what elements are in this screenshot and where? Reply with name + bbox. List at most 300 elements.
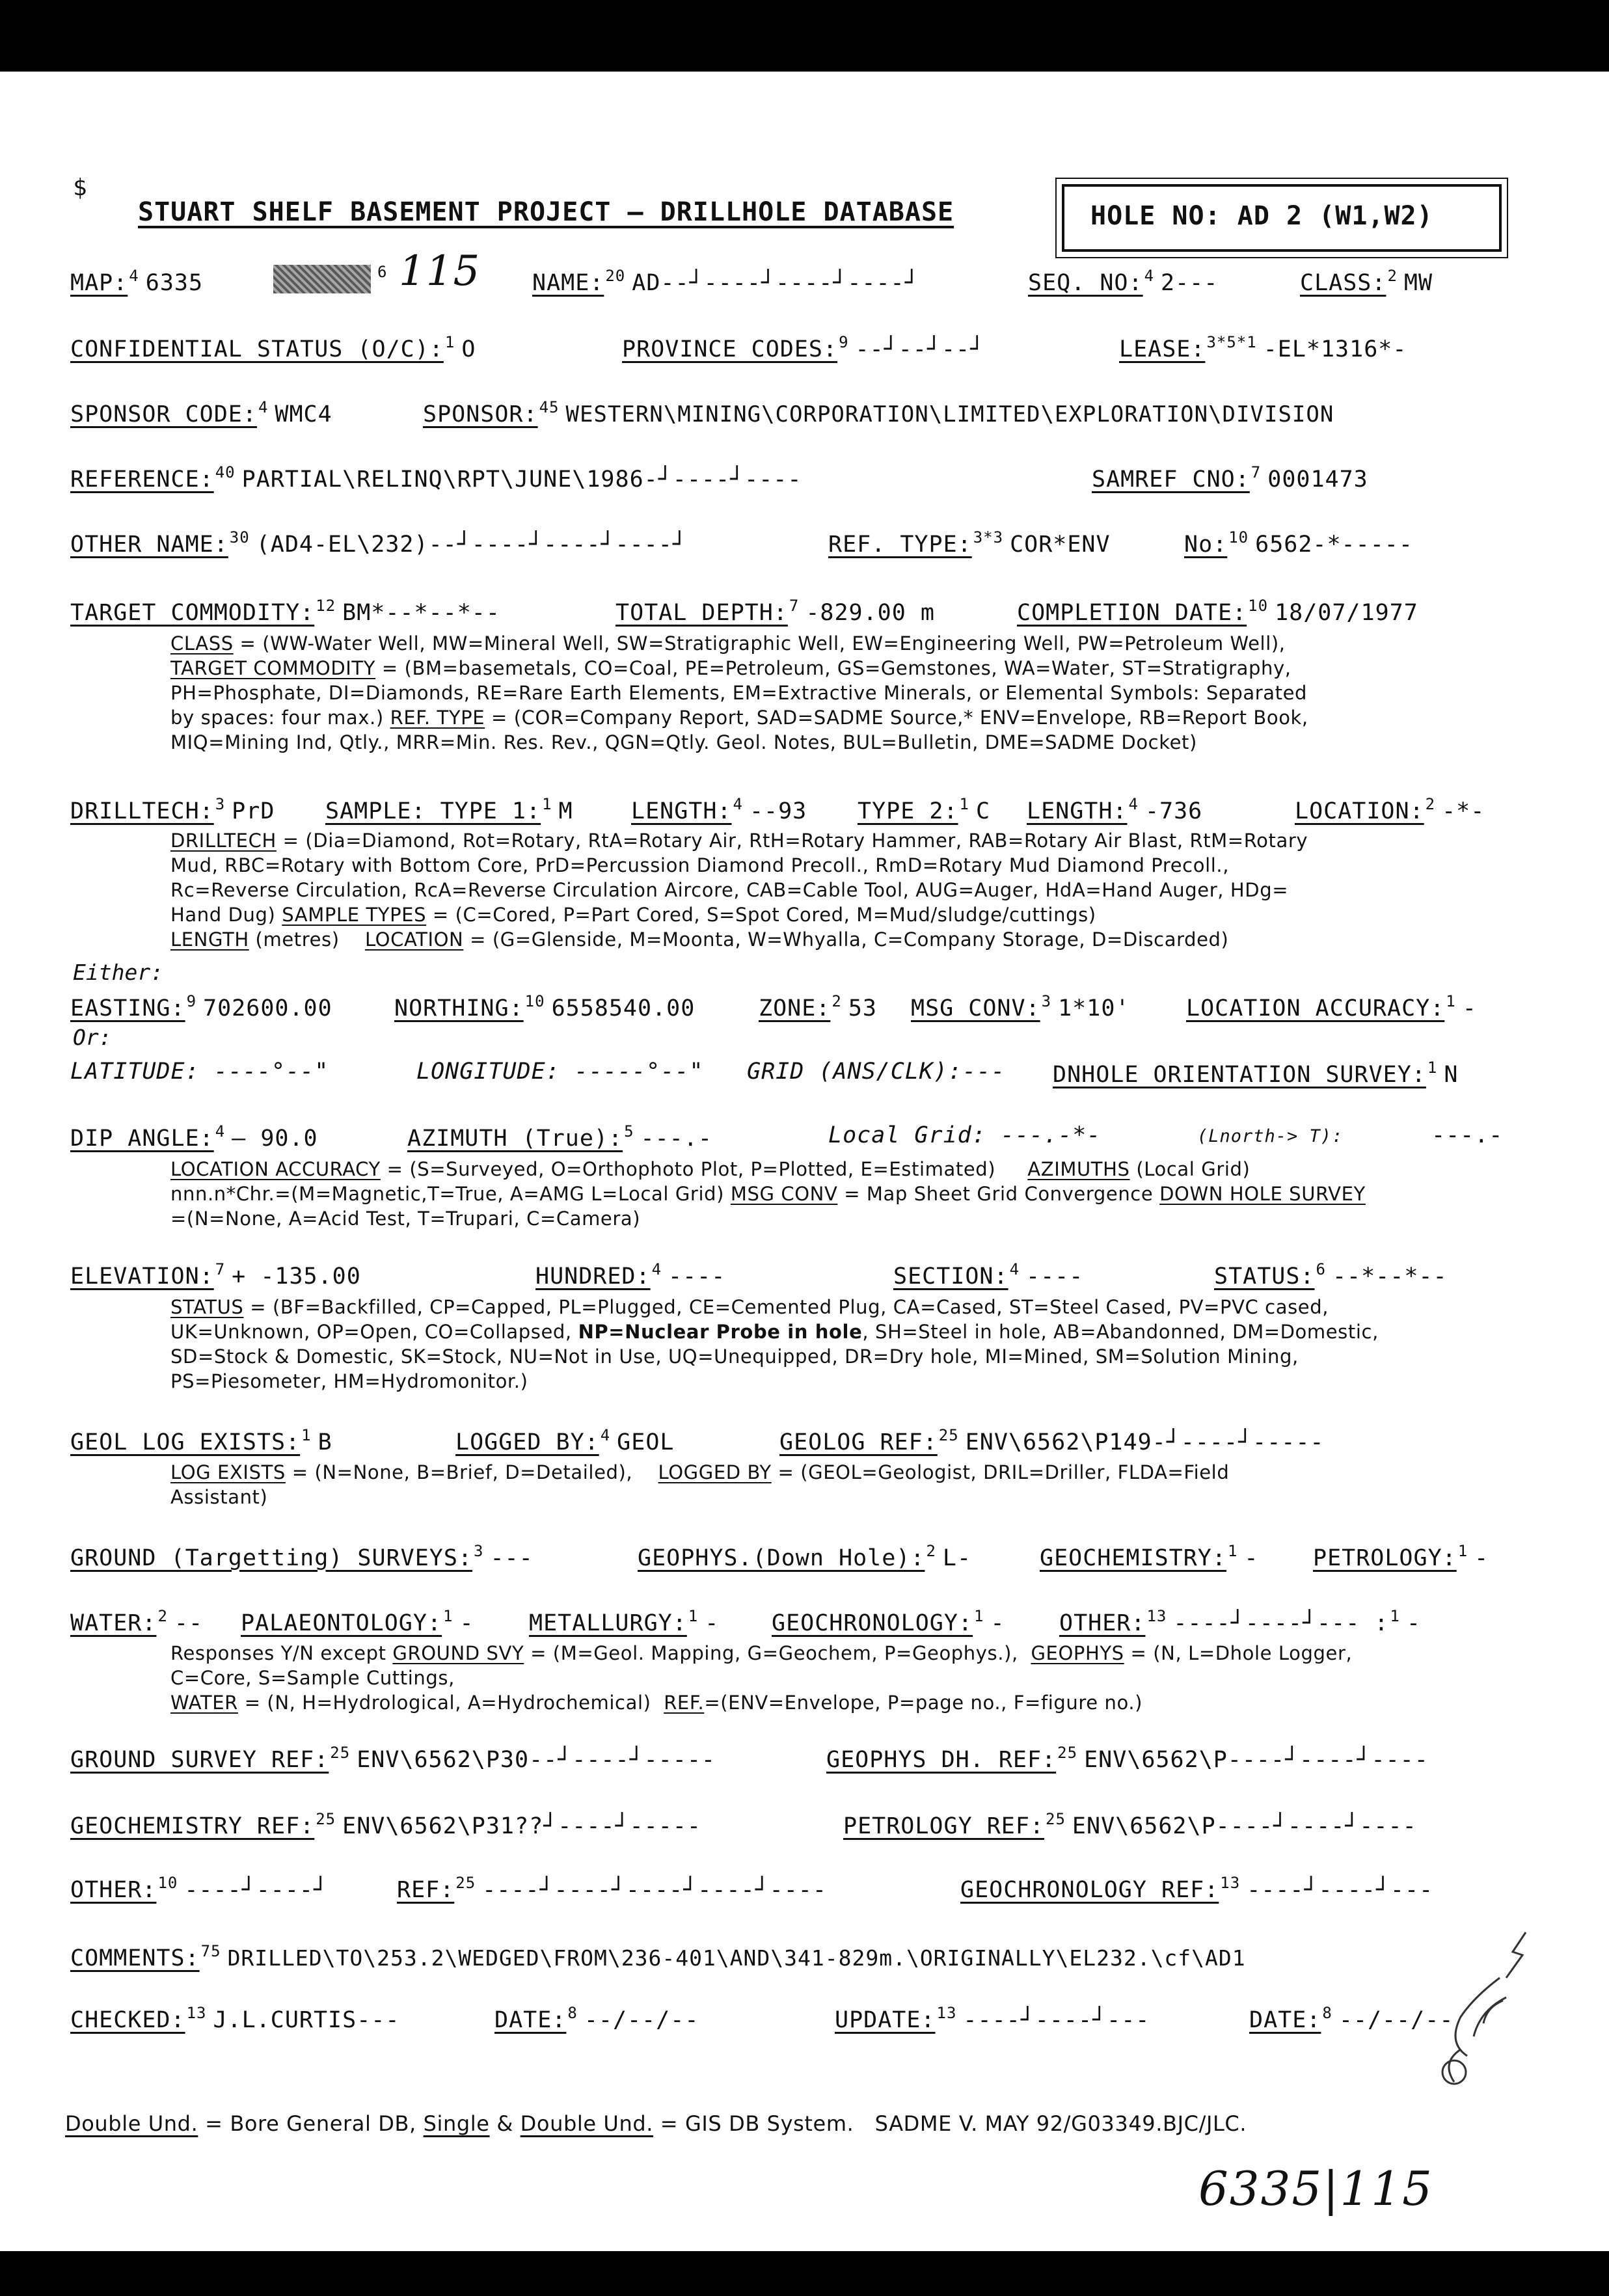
update-date-width: 8: [1322, 2004, 1332, 2022]
hundred-label: HUNDRED:: [535, 1263, 651, 1290]
drilltech-value: PrD: [232, 798, 275, 824]
row-dip: [70, 1122, 1567, 1161]
water-width: 2: [157, 1607, 168, 1625]
seq-width: 4: [1144, 267, 1155, 285]
legend_drilltech-0-seg-1: = (Dia=Diamond, Rot=Rotary, RtA=Rotary Air, RtH=Rotary Hammer, RAB=Rotary Air Blast, RtM=Rotary: [276, 830, 1308, 852]
bottom-scan-band: [0, 2251, 1609, 2296]
samref-label: SAMREF CNO:: [1092, 466, 1250, 493]
either-label: Either:: [73, 960, 164, 985]
legend-line: [170, 878, 1537, 902]
ref-type-label: REF. TYPE:: [828, 532, 972, 558]
length2-value: -736: [1144, 798, 1203, 824]
ref-value: ----┘----┘----┘----┘----: [482, 1877, 827, 1903]
legend-line: [170, 1369, 1537, 1394]
samref-value: 0001473: [1267, 466, 1368, 493]
legend_status-1-seg-0: UK=Unknown, OP=Open, CO=Collapsed,: [170, 1321, 578, 1343]
geophys-dh-ref-value: ENV\6562\P----┘----┘----: [1084, 1747, 1429, 1773]
row-ground-surveys: [70, 1542, 1567, 1581]
footer-seg-4: Double Und.: [520, 2111, 654, 2136]
dip-angle-value: – 90.0: [232, 1126, 318, 1152]
other-label: OTHER:: [70, 1877, 157, 1903]
ground-survey-ref-value: ENV\6562\P30--┘----┘-----: [357, 1747, 716, 1773]
legend-line: [170, 705, 1537, 730]
status-value: --*--*--: [1332, 1263, 1448, 1290]
local-grid-value: ---.-*-: [1000, 1122, 1102, 1148]
legend_location-1-seg-0: nnn.n*Chr.=(M=Magnetic,T=True, A=AMG L=Local Grid): [170, 1183, 731, 1205]
dnhole-survey-label: DNHOLE ORIENTATION SURVEY:: [1053, 1062, 1426, 1088]
geophys-downhole-value: L-: [942, 1545, 972, 1571]
petrology-width: 1: [1457, 1542, 1468, 1560]
water-label: WATER:: [70, 1610, 157, 1636]
geochemistry-value: -: [1244, 1545, 1259, 1571]
samref-width: 7: [1251, 463, 1262, 481]
lease-label: LEASE:: [1119, 336, 1206, 362]
petrology-ref-label: PETROLOGY REF:: [843, 1813, 1045, 1839]
legend-line: [170, 656, 1537, 681]
completion-date-value: 18/07/1977: [1275, 600, 1418, 626]
location-width: 2: [1425, 795, 1436, 813]
local-grid-label: Local Grid:: [828, 1122, 986, 1148]
row-target: [70, 597, 1567, 636]
petrology-ref-value: ENV\6562\P----┘----┘----: [1072, 1813, 1417, 1839]
checked-width: 13: [186, 2004, 207, 2022]
province-value: --┘--┘--┘: [855, 336, 985, 362]
row-map: [70, 247, 1567, 306]
palaeontology-width: 1: [443, 1607, 453, 1625]
metallurgy-value: -: [705, 1610, 720, 1636]
update-width: 13: [936, 2004, 957, 2022]
lease-width: 3*5*1: [1206, 333, 1257, 351]
no-label: No:: [1184, 532, 1228, 558]
legend_location-2-seg-0: =(N=None, A=Acid Test, T=Trupari, C=Camera): [170, 1208, 641, 1230]
legend_log-1-seg-0: Assistant): [170, 1486, 268, 1508]
legend_status-1-seg-2: , SH=Steel in hole, AB=Abandonned, DM=Domestic,: [862, 1321, 1379, 1343]
geol-log-exists-width: 1: [301, 1426, 312, 1444]
geochemistry-ref-value: ENV\6562\P31??┘----┘-----: [342, 1813, 701, 1839]
sample-type1-width: 1: [542, 795, 552, 813]
legend_drilltech-3-seg-0: Hand Dug): [170, 904, 282, 926]
legend-line: [170, 1344, 1537, 1369]
lease-value: -EL*1316*-: [1263, 336, 1407, 362]
northing-width: 10: [524, 992, 545, 1010]
province-width: 9: [839, 333, 849, 351]
row-geol-log: [70, 1426, 1567, 1465]
grid-label: GRID (ANS/CLK):---: [747, 1059, 1006, 1085]
footer-seg-1: = Bore General DB,: [198, 2111, 424, 2136]
reference-value: PARTIAL\RELINQ\RPT\JUNE\1986-┘----┘----: [241, 466, 802, 493]
name-label: NAME:: [532, 270, 604, 296]
legend-location: [170, 1157, 1537, 1231]
reference-label: REFERENCE:: [70, 466, 214, 493]
northing-label: NORTHING:: [394, 995, 524, 1021]
total-depth-width: 7: [789, 597, 800, 615]
completion-date-width: 10: [1248, 597, 1269, 615]
row-water: [70, 1607, 1567, 1646]
ref-type-width: 3*3: [973, 528, 1004, 547]
update-date-label: DATE:: [1249, 2007, 1321, 2033]
legend_drilltech-4-seg-0: LENGTH: [170, 928, 249, 951]
legend_log-0-seg-0: LOG EXISTS: [170, 1461, 286, 1483]
geophys-dh-ref-label: GEOPHYS DH. REF:: [826, 1747, 1057, 1773]
other-survey-width: 13: [1146, 1607, 1167, 1625]
legend_class-3-seg-1: REF. TYPE: [390, 707, 485, 729]
other-survey-label: OTHER:: [1059, 1610, 1146, 1636]
row-other-ref: [70, 1874, 1567, 1913]
reference-width: 40: [215, 463, 236, 481]
sample-type2-width: 1: [959, 795, 969, 813]
legend_responses-0-seg-3: GEOPHYS: [1031, 1642, 1124, 1664]
status-label: STATUS:: [1214, 1263, 1315, 1290]
elevation-label: ELEVATION:: [70, 1263, 214, 1290]
geophys-downhole-width: 2: [926, 1542, 936, 1560]
sample-type2-label: TYPE 2:: [858, 798, 958, 824]
sponsor-width: 45: [539, 398, 560, 416]
other-survey-2-width: 1: [1390, 1607, 1400, 1625]
geochemistry-ref-label: GEOCHEMISTRY REF:: [70, 1813, 315, 1839]
footer-note: [65, 2111, 1247, 2136]
geophys-downhole-label: GEOPHYS.(Down Hole):: [638, 1545, 925, 1571]
legend_responses-2-seg-1: = (N, H=Hydrological, A=Hydrochemical): [237, 1692, 664, 1714]
footer-seg-3: &: [489, 2111, 521, 2136]
ground-survey-ref-width: 25: [330, 1744, 351, 1762]
comments-label: COMMENTS:: [70, 1945, 200, 1971]
logged-by-width: 4: [600, 1426, 611, 1444]
palaeontology-label: PALAEONTOLOGY:: [241, 1610, 442, 1636]
legend_drilltech-0-seg-0: DRILLTECH: [170, 830, 277, 852]
legend_responses-0-seg-4: = (N, L=Dhole Logger,: [1124, 1642, 1353, 1664]
geochemistry-label: GEOCHEMISTRY:: [1040, 1545, 1226, 1571]
easting-width: 9: [186, 992, 197, 1010]
lnorth-label: (Lnorth-> T):: [1197, 1126, 1344, 1146]
row-other-name: [70, 528, 1567, 567]
lnorth-value: ---.-: [1431, 1122, 1504, 1148]
update-label: UPDATE:: [835, 2007, 936, 2033]
checked-value: J.L.CURTIS---: [213, 2007, 400, 2033]
geochronology-ref-label: GEOCHRONOLOGY REF:: [960, 1877, 1219, 1903]
legend_drilltech-3-seg-2: = (C=Cored, P=Part Cored, S=Spot Cored, M=Mud/sludge/cuttings): [426, 904, 1096, 926]
msg-conv-value: 1*10': [1058, 995, 1130, 1021]
legend_class-4-seg-0: MIQ=Mining Ind, Qtly., MRR=Min. Res. Rev., QGN=Qtly. Geol. Notes, BUL=Bulletin, DME=SADME Docket): [170, 731, 1197, 753]
northing-value: 6558540.00: [551, 995, 696, 1021]
longitude-label: LONGITUDE:: [416, 1059, 560, 1085]
confidential-width: 1: [444, 333, 455, 351]
no-value: 6562-*-----: [1255, 532, 1413, 558]
water-value: --: [174, 1610, 204, 1636]
target-commodity-value: BM*--*--*--: [342, 600, 500, 626]
azimuth-width: 5: [624, 1122, 634, 1141]
legend-line: [170, 1182, 1537, 1206]
msg-conv-label: MSG CONV:: [911, 995, 1040, 1021]
drilltech-width: 3: [215, 795, 226, 813]
legend_log-0-seg-3: = (GEOL=Geologist, DRIL=Driller, FLDA=Field: [771, 1461, 1230, 1483]
legend_class-1-seg-0: TARGET COMMODITY: [170, 657, 376, 679]
geochronology-width: 1: [974, 1607, 984, 1625]
legend-line: [170, 1206, 1537, 1231]
geol-log-exists-value: B: [318, 1429, 332, 1455]
legend_drilltech-4-seg-2: LOCATION: [364, 928, 464, 951]
sponsor-value: WESTERN\MINING\CORPORATION\LIMITED\EXPLORATION\DIVISION: [565, 401, 1334, 427]
legend-status: [170, 1295, 1537, 1394]
legend-line: [170, 1485, 1537, 1509]
other-survey-2-value: -: [1406, 1610, 1421, 1636]
legend_responses-0-seg-0: Responses Y/N except: [170, 1642, 393, 1664]
legend_status-3-seg-0: PS=Piesometer, HM=Hydromonitor.): [170, 1370, 528, 1392]
target-commodity-width: 12: [316, 597, 336, 615]
seq-label: SEQ. NO:: [1028, 270, 1143, 296]
geochronology-value: -: [990, 1610, 1005, 1636]
footer-seg-0: Double Und.: [65, 2111, 198, 2136]
legend-line: [170, 1690, 1537, 1715]
metallurgy-width: 1: [688, 1607, 699, 1625]
legend_drilltech-4-seg-3: = (G=Glenside, M=Moonta, W=Whyalla, C=Company Storage, D=Discarded): [463, 928, 1229, 951]
row-elevation: [70, 1260, 1567, 1299]
no-width: 10: [1228, 528, 1249, 547]
hundred-value: ----: [668, 1263, 726, 1290]
legend-line: [170, 1641, 1537, 1666]
legend_status-2-seg-0: SD=Stock & Domestic, SK=Stock, NU=Not in Use, UQ=Unequipped, DR=Dry hole, MI=Mined, SM=Solution Mining,: [170, 1345, 1299, 1368]
sponsor-code-value: WMC4: [275, 401, 332, 427]
row-confidential: [70, 333, 1567, 372]
location-value: -*-: [1442, 798, 1485, 824]
page-title: STUART SHELF BASEMENT PROJECT — DRILLHOLE DATABASE: [138, 197, 954, 227]
legend_drilltech-1-seg-0: Mud, RBC=Rotary with Bottom Core, PrD=Percussion Diamond Precoll., RmD=Rotary Mud Diamond Precoll.,: [170, 854, 1230, 876]
legend_location-0-seg-1: = (S=Surveyed, O=Orthophoto Plot, P=Plotted, E=Estimated): [380, 1158, 1028, 1180]
sponsor-code-width: 4: [258, 398, 269, 416]
geochronology-label: GEOCHRONOLOGY:: [772, 1610, 973, 1636]
map-width: 4: [129, 267, 139, 285]
location-accuracy-width: 1: [1446, 992, 1456, 1010]
dollar-sign: $: [73, 174, 87, 201]
ref-width: 25: [455, 1874, 476, 1892]
class-width: 2: [1387, 267, 1398, 285]
elevation-value: + -135.00: [232, 1263, 361, 1290]
footer-seg-5: = GIS DB System. SADME V. MAY 92/G03349.BJC/JLC.: [653, 2111, 1247, 2136]
legend-line: [170, 631, 1537, 656]
total-depth-label: TOTAL DEPTH:: [615, 600, 788, 626]
latitude-label: LATITUDE:: [70, 1059, 200, 1085]
confidential-value: O: [461, 336, 476, 362]
legend_drilltech-2-seg-0: Rc=Reverse Circulation, RcA=Reverse Circulation Aircore, CAB=Cable Tool, AUG=Auger, HdA=Hand Auger, HDg=: [170, 879, 1289, 901]
dip-angle-label: DIP ANGLE:: [70, 1126, 214, 1152]
row-comments: [70, 1942, 1567, 1981]
comments-width: 75: [200, 1942, 221, 1960]
row-latitude: [70, 1059, 1567, 1098]
seq-value: 2---: [1161, 270, 1219, 296]
legend_responses-2-seg-2: REF.: [664, 1692, 705, 1714]
geolog-ref-label: GEOLOG REF:: [779, 1429, 938, 1455]
legend-responses: [170, 1641, 1537, 1715]
row-sponsor: [70, 398, 1567, 437]
completion-date-label: COMPLETION DATE:: [1017, 600, 1247, 626]
section-value: ----: [1026, 1263, 1084, 1290]
ground-surveys-label: GROUND (Targetting) SURVEYS:: [70, 1545, 473, 1571]
other-name-width: 30: [229, 528, 250, 547]
sample-type2-value: C: [975, 798, 991, 824]
checked-date-width: 8: [567, 2004, 578, 2022]
ground-surveys-value: ---: [490, 1545, 534, 1571]
legend_log-0-seg-1: = (N=None, B=Brief, D=Detailed),: [285, 1461, 658, 1483]
ref-label: REF:: [397, 1877, 455, 1903]
legend_status-1-seg-1: NP=Nuclear Probe in hole: [578, 1321, 863, 1343]
legend-log: [170, 1460, 1537, 1509]
geochronology-ref-value: ----┘----┘---: [1247, 1877, 1434, 1903]
target-commodity-label: TARGET COMMODITY:: [70, 600, 315, 626]
map-value: 6335: [145, 270, 204, 296]
legend_responses-0-seg-1: GROUND SVY: [392, 1642, 524, 1664]
legend_class-0-seg-1: = (WW-Water Well, MW=Mineral Well, SW=Stratigraphic Well, EW=Engineering Well, PW=Petroleum Well),: [233, 632, 1286, 655]
geol-log-exists-label: GEOL LOG EXISTS:: [70, 1429, 301, 1455]
province-label: PROVINCE CODES:: [622, 336, 838, 362]
handwritten-map-number: 6335|115: [1198, 2161, 1433, 2216]
geochemistry-ref-width: 25: [316, 1810, 336, 1828]
geolog-ref-width: 25: [938, 1426, 959, 1444]
dnhole-survey-width: 1: [1427, 1059, 1438, 1077]
legend_class-0-seg-0: CLASS: [170, 632, 234, 655]
geochronology-ref-width: 13: [1220, 1874, 1241, 1892]
or-label: Or:: [73, 1025, 112, 1050]
geolog-ref-value: ENV\6562\P149-┘----┘-----: [965, 1429, 1325, 1455]
legend_log-0-seg-2: LOGGED BY: [658, 1461, 772, 1483]
confidential-label: CONFIDENTIAL STATUS (O/C):: [70, 336, 444, 362]
ground-survey-ref-label: GROUND SURVEY REF:: [70, 1747, 329, 1773]
checked-date-label: DATE:: [494, 2007, 567, 2033]
legend_status-0-seg-0: STATUS: [170, 1296, 244, 1318]
redacted-unit-label: [273, 265, 371, 293]
footer-seg-2: Single: [423, 2111, 490, 2136]
legend_responses-0-seg-2: = (M=Geol. Mapping, G=Geochem, P=Geophys.),: [524, 1642, 1031, 1664]
length2-label: LENGTH:: [1027, 798, 1128, 824]
section-label: SECTION:: [893, 1263, 1008, 1290]
longitude-value: -----°--": [574, 1059, 704, 1085]
legend-line: [170, 902, 1537, 927]
sponsor-label: SPONSOR:: [423, 401, 538, 427]
legend-drilltech: [170, 828, 1537, 952]
elevation-width: 7: [215, 1260, 226, 1278]
zone-label: ZONE:: [759, 995, 831, 1021]
legend_responses-1-seg-0: C=Core, S=Sample Cuttings,: [170, 1667, 455, 1689]
petrology-value: -: [1474, 1545, 1489, 1571]
update-value: ----┘----┘---: [963, 2007, 1150, 2033]
section-width: 4: [1009, 1260, 1020, 1278]
palaeontology-value: -: [459, 1610, 474, 1636]
other-value: ----┘----┘: [184, 1877, 329, 1903]
ref-type-value: COR*ENV: [1010, 532, 1111, 558]
hole-number: HOLE NO: AD 2 (W1,W2): [1090, 201, 1433, 231]
legend_drilltech-3-seg-1: SAMPLE TYPES: [282, 904, 427, 926]
legend-line: [170, 1319, 1537, 1344]
legend_location-0-seg-3: (Local Grid): [1129, 1158, 1251, 1180]
geophys-dh-ref-width: 25: [1057, 1744, 1078, 1762]
legend_responses-2-seg-3: =(ENV=Envelope, P=page no., F=figure no.): [704, 1692, 1143, 1714]
legend-line: [170, 1666, 1537, 1690]
legend_class-3-seg-0: by spaces: four max.): [170, 707, 390, 729]
legend-class: [170, 631, 1537, 755]
legend_class-3-seg-2: = (COR=Company Report, SAD=SADME Source,* ENV=Envelope, RB=Report Book,: [485, 707, 1308, 729]
length1-value: --93: [749, 798, 807, 824]
legend-line: [170, 1295, 1537, 1319]
location-accuracy-label: LOCATION ACCURACY:: [1186, 995, 1445, 1021]
hundred-width: 4: [651, 1260, 662, 1278]
length2-width: 4: [1128, 795, 1139, 813]
class-label: CLASS:: [1300, 270, 1386, 296]
class-value: MW: [1403, 270, 1433, 296]
other-survey-value: ----┘----┘--- :: [1173, 1610, 1389, 1636]
easting-value: 702600.00: [203, 995, 332, 1021]
legend_responses-2-seg-0: WATER: [170, 1692, 238, 1714]
sample-type1-label: SAMPLE: TYPE 1:: [325, 798, 541, 824]
legend_location-0-seg-2: AZIMUTHS: [1027, 1158, 1130, 1180]
comments-value: DRILLED\TO\253.2\WEDGED\FROM\236-401\AND\341-829m.\ORIGINALLY\EL232.\cf\AD1: [227, 1945, 1246, 1971]
location-label: LOCATION:: [1295, 798, 1424, 824]
row-ground-survey-ref: [70, 1744, 1567, 1783]
dip-angle-width: 4: [215, 1122, 226, 1141]
legend-line: [170, 1460, 1537, 1485]
other-width: 10: [157, 1874, 178, 1892]
name-width: 20: [605, 267, 626, 285]
azimuth-label: AZIMUTH (True):: [407, 1126, 623, 1152]
checked-label: CHECKED:: [70, 2007, 185, 2033]
latitude-value: ----°--": [213, 1059, 329, 1085]
status-width: 6: [1316, 1260, 1326, 1278]
zone-width: 2: [832, 992, 842, 1010]
legend_drilltech-4-seg-1: (metres): [249, 928, 365, 951]
drilltech-label: DRILLTECH:: [70, 798, 214, 824]
row-geochemistry-ref: [70, 1810, 1567, 1849]
legend_class-1-seg-1: = (BM=basemetals, CO=Coal, PE=Petroleum, GS=Gemstones, WA=Water, ST=Stratigraphy,: [375, 657, 1291, 679]
metallurgy-label: METALLURGY:: [529, 1610, 687, 1636]
logged-by-value: GEOL: [617, 1429, 675, 1455]
legend_location-1-seg-2: = Map Sheet Grid Convergence: [837, 1183, 1160, 1205]
location-accuracy-value: -: [1462, 995, 1477, 1021]
unit-value-handwritten: 115: [399, 247, 481, 295]
legend-line: [170, 853, 1537, 878]
row-easting: [70, 992, 1567, 1031]
sponsor-code-label: SPONSOR CODE:: [70, 401, 257, 427]
legend_location-0-seg-0: LOCATION ACCURACY: [170, 1158, 381, 1180]
legend-line: [170, 681, 1537, 705]
petrology-label: PETROLOGY:: [1313, 1545, 1457, 1571]
legend_class-2-seg-0: PH=Phosphate, DI=Diamonds, RE=Rare Earth Elements, EM=Extractive Minerals, or Elemental Symbols: Separated: [170, 682, 1308, 704]
legend_location-1-seg-1: MSG CONV: [730, 1183, 838, 1205]
petrology-ref-width: 25: [1046, 1810, 1066, 1828]
checked-date-value: --/--/--: [584, 2007, 699, 2033]
unit-width: 6: [377, 263, 388, 281]
hole-number-box: [1062, 184, 1502, 252]
ground-surveys-width: 3: [474, 1542, 484, 1560]
legend_location-1-seg-3: DOWN HOLE SURVEY: [1159, 1183, 1366, 1205]
legend-line: [170, 1157, 1537, 1182]
zone-value: 53: [848, 995, 877, 1021]
rotated-stamp-mark: [1428, 1926, 1532, 2095]
legend-line: [170, 730, 1537, 755]
legend-line: [170, 828, 1537, 853]
dnhole-survey-value: N: [1444, 1062, 1459, 1088]
length1-width: 4: [733, 795, 743, 813]
row-reference: [70, 463, 1567, 502]
sample-type1-value: M: [558, 798, 573, 824]
easting-label: EASTING:: [70, 995, 185, 1021]
other-name-value: (AD4-EL\232)--┘----┘----┘----┘: [256, 532, 687, 558]
update-date-value: --/--/--: [1338, 2007, 1454, 2033]
row-checked: [70, 2004, 1567, 2043]
map-label: MAP:: [70, 270, 128, 296]
legend_status-0-seg-1: = (BF=Backfilled, CP=Capped, PL=Plugged, CE=Cemented Plug, CA=Cased, ST=Steel Cased, PV=PVC cased,: [243, 1296, 1329, 1318]
legend-line: [170, 927, 1537, 952]
total-depth-value: -829.00 m: [805, 600, 935, 626]
name-value: AD--┘----┘----┘----┘: [632, 270, 919, 296]
logged-by-label: LOGGED BY:: [455, 1429, 599, 1455]
length1-label: LENGTH:: [631, 798, 732, 824]
